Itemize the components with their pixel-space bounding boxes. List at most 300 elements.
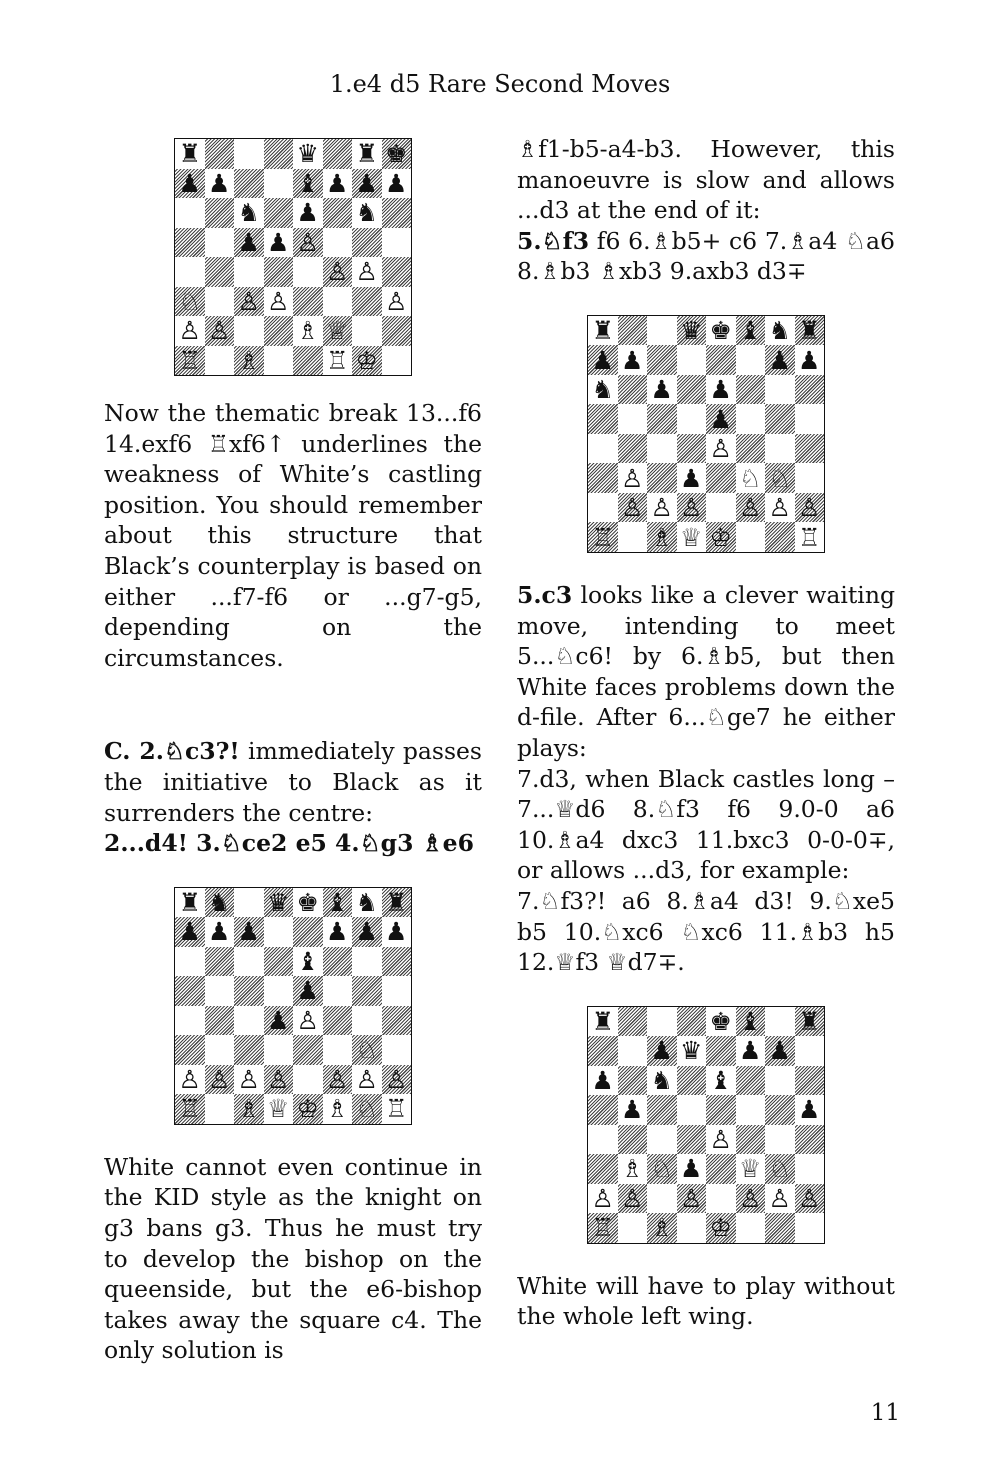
board-square	[234, 1006, 264, 1036]
board-square	[618, 1184, 648, 1214]
board-square	[264, 316, 294, 346]
white-knight-icon: ♘	[355, 1094, 378, 1124]
board-square	[765, 1066, 795, 1096]
board-square	[382, 257, 412, 287]
board-square	[795, 1095, 825, 1125]
board-square	[588, 434, 618, 464]
board-square	[677, 463, 707, 493]
board-square	[352, 287, 382, 317]
board-square	[175, 316, 205, 346]
board-square	[765, 1125, 795, 1155]
board-square	[765, 1154, 795, 1184]
board-square	[234, 976, 264, 1006]
board-square	[234, 169, 264, 199]
board-square	[264, 1035, 294, 1065]
board-square	[736, 1036, 766, 1066]
board-square	[382, 1094, 412, 1124]
board-square	[765, 1213, 795, 1243]
board-square	[618, 345, 648, 375]
board-square	[205, 1065, 235, 1095]
board-square	[706, 1007, 736, 1037]
black-pawn-icon: ♟	[385, 917, 408, 947]
board-square	[736, 316, 766, 346]
paragraph-manoeuvre: ♗f1-b5-a4-b3. However, this manoeuvre is slow and allows ...d3 at the end of it:	[517, 135, 895, 225]
board-square	[323, 947, 353, 977]
board-square	[352, 1094, 382, 1124]
board-square	[264, 947, 294, 977]
white-pawn-icon: ♙	[680, 1183, 703, 1213]
board-square	[382, 346, 412, 376]
board-square	[706, 1213, 736, 1243]
black-queen-icon: ♛	[680, 1036, 703, 1066]
white-pawn-icon: ♙	[591, 1183, 614, 1213]
white-bishop-icon: ♗	[237, 1094, 260, 1124]
white-pawn-icon: ♙	[709, 434, 732, 464]
board-square	[706, 1036, 736, 1066]
black-knight-icon: ♞	[650, 1065, 673, 1095]
board-square	[736, 493, 766, 523]
board-square	[706, 1095, 736, 1125]
black-rook-icon: ♜	[178, 139, 201, 169]
white-pawn-icon: ♙	[296, 227, 319, 257]
white-pawn-icon: ♙	[621, 463, 644, 493]
white-pawn-icon: ♙	[768, 1183, 791, 1213]
board-square	[205, 316, 235, 346]
board-square	[677, 1125, 707, 1155]
board-square	[765, 493, 795, 523]
board-square	[264, 1006, 294, 1036]
board-square	[264, 169, 294, 199]
board-square	[677, 434, 707, 464]
left-column	[104, 0, 482, 1366]
board-square	[293, 169, 323, 199]
board-square	[382, 228, 412, 258]
board-square	[795, 345, 825, 375]
board-square	[293, 1094, 323, 1124]
black-pawn-icon: ♟	[355, 168, 378, 198]
board-square	[175, 1094, 205, 1124]
board-square	[234, 1065, 264, 1095]
black-bishop-icon: ♝	[709, 1065, 732, 1095]
black-pawn-icon: ♟	[178, 168, 201, 198]
black-pawn-icon: ♟	[296, 976, 319, 1006]
black-pawn-icon: ♟	[208, 917, 231, 947]
board-square	[795, 316, 825, 346]
black-queen-icon: ♛	[680, 316, 703, 346]
board-square	[205, 139, 235, 169]
white-pawn-icon: ♙	[768, 493, 791, 523]
black-knight-icon: ♞	[355, 887, 378, 917]
board-square	[677, 1213, 707, 1243]
board-square	[795, 493, 825, 523]
board-square	[323, 1094, 353, 1124]
board-square	[264, 1094, 294, 1124]
board-square	[382, 287, 412, 317]
white-pawn-icon: ♙	[326, 257, 349, 287]
board-square	[706, 1125, 736, 1155]
board-square	[205, 287, 235, 317]
board-square	[647, 404, 677, 434]
board-square	[382, 169, 412, 199]
black-king-icon: ♚	[709, 1006, 732, 1036]
board-square	[795, 434, 825, 464]
board-square	[323, 169, 353, 199]
black-bishop-icon: ♝	[739, 316, 762, 346]
board-square	[382, 1035, 412, 1065]
diagram-4	[517, 1006, 895, 1244]
board-square	[382, 139, 412, 169]
board-square	[647, 1036, 677, 1066]
board-square	[205, 346, 235, 376]
board-square	[706, 375, 736, 405]
black-pawn-icon: ♟	[355, 917, 378, 947]
board-square	[588, 1184, 618, 1214]
board-square	[382, 976, 412, 1006]
board-square	[234, 1035, 264, 1065]
board-square	[175, 1065, 205, 1095]
board-square	[293, 947, 323, 977]
white-rook-icon: ♖	[385, 1094, 408, 1124]
board-square	[647, 1154, 677, 1184]
black-king-icon: ♚	[296, 887, 319, 917]
board-square	[736, 1184, 766, 1214]
board-square	[175, 346, 205, 376]
board-square	[352, 257, 382, 287]
board-square	[352, 139, 382, 169]
board-square	[382, 888, 412, 918]
board-square	[795, 1184, 825, 1214]
white-rook-icon: ♖	[326, 345, 349, 375]
paragraph-thematic-break: Now the thematic break 13...f6 14.exf6 ♖xf6↑ underlines the weakness of White’s castling position. You should remember about this structure that Black’s counterplay is based on either ...f7-f6 or ...g7-g5, depending on the circumstances.	[104, 399, 482, 672]
board-square	[205, 917, 235, 947]
white-pawn-icon: ♙	[798, 493, 821, 523]
board-square	[795, 404, 825, 434]
board-square	[647, 1066, 677, 1096]
board-square	[382, 1006, 412, 1036]
black-pawn-icon: ♟	[237, 227, 260, 257]
board-square	[264, 917, 294, 947]
white-pawn-icon: ♙	[680, 493, 703, 523]
board-square	[765, 463, 795, 493]
black-queen-icon: ♛	[267, 887, 290, 917]
white-pawn-icon: ♙	[296, 1005, 319, 1035]
board-square	[205, 228, 235, 258]
board-square	[618, 463, 648, 493]
black-pawn-icon: ♟	[709, 404, 732, 434]
board-square	[588, 375, 618, 405]
board-square	[293, 976, 323, 1006]
board-square	[618, 316, 648, 346]
board-square	[175, 228, 205, 258]
board-square	[175, 888, 205, 918]
black-rook-icon: ♜	[798, 316, 821, 346]
board-square	[323, 346, 353, 376]
board-square	[618, 404, 648, 434]
board-square	[234, 888, 264, 918]
white-queen-icon: ♕	[739, 1154, 762, 1184]
board-square	[264, 257, 294, 287]
board-square	[293, 888, 323, 918]
board-square	[293, 316, 323, 346]
white-rook-icon: ♖	[178, 345, 201, 375]
board-square	[293, 1065, 323, 1095]
move-comment: immediately passes the initiative to Black as it surrenders the centre:	[104, 737, 482, 827]
black-pawn-icon: ♟	[267, 227, 290, 257]
black-pawn-icon: ♟	[650, 375, 673, 405]
black-pawn-icon: ♟	[798, 1095, 821, 1125]
board-square	[352, 1065, 382, 1095]
board-square	[323, 257, 353, 287]
board-square	[234, 139, 264, 169]
black-knight-icon: ♞	[591, 375, 614, 405]
board-square	[765, 375, 795, 405]
board-square	[205, 169, 235, 199]
board-square	[677, 1036, 707, 1066]
board-square	[618, 493, 648, 523]
black-knight-icon: ♞	[237, 198, 260, 228]
board-square	[618, 1095, 648, 1125]
black-pawn-icon: ♟	[709, 375, 732, 405]
board-square	[647, 1213, 677, 1243]
board-square	[323, 917, 353, 947]
white-bishop-icon: ♗	[296, 316, 319, 346]
white-pawn-icon: ♙	[267, 1064, 290, 1094]
board-square	[588, 522, 618, 552]
board-square	[234, 228, 264, 258]
white-pawn-icon: ♙	[385, 286, 408, 316]
board-square	[795, 1154, 825, 1184]
board-square	[588, 1125, 618, 1155]
board-square	[175, 976, 205, 1006]
board-square	[264, 198, 294, 228]
diagram-2	[104, 887, 482, 1125]
board-square	[588, 1066, 618, 1096]
white-queen-icon: ♕	[267, 1094, 290, 1124]
white-pawn-icon: ♙	[267, 286, 290, 316]
right-column	[517, 0, 895, 1332]
board-square	[647, 493, 677, 523]
board-square	[323, 976, 353, 1006]
board-square	[588, 1095, 618, 1125]
black-rook-icon: ♜	[591, 316, 614, 346]
board-square	[736, 1007, 766, 1037]
black-pawn-icon: ♟	[326, 168, 349, 198]
board-square	[736, 522, 766, 552]
paragraph-left-wing: White will have to play without the whole left wing.	[517, 1271, 895, 1331]
white-queen-icon: ♕	[326, 316, 349, 346]
board-square	[175, 917, 205, 947]
board-square	[234, 346, 264, 376]
board-square	[677, 404, 707, 434]
board-square	[618, 1125, 648, 1155]
white-pawn-icon: ♙	[621, 1183, 644, 1213]
white-pawn-icon: ♙	[237, 286, 260, 316]
board-square	[293, 287, 323, 317]
board-square	[706, 1184, 736, 1214]
black-pawn-icon: ♟	[267, 1005, 290, 1035]
board-square	[647, 463, 677, 493]
board-square	[706, 404, 736, 434]
white-bishop-icon: ♗	[650, 522, 673, 552]
board-square	[677, 493, 707, 523]
board-square	[264, 1065, 294, 1095]
board-square	[677, 1184, 707, 1214]
board-square	[765, 1007, 795, 1037]
board-square	[795, 375, 825, 405]
board-square	[736, 463, 766, 493]
board-square	[234, 1094, 264, 1124]
black-pawn-icon: ♟	[178, 917, 201, 947]
black-knight-icon: ♞	[355, 198, 378, 228]
paragraph-7nf3: 7.♘f3?! a6 8.♗a4 d3! 9.♘xe5 b5 10.♘xc6 ♘xc6 11.♗b3 h5 12.♕f3 ♕d7∓.	[517, 886, 895, 977]
board-square	[382, 316, 412, 346]
white-knight-icon: ♘	[768, 1154, 791, 1184]
board-square	[352, 316, 382, 346]
board-square	[205, 1035, 235, 1065]
board-square	[736, 404, 766, 434]
board-square	[293, 198, 323, 228]
black-knight-icon: ♞	[768, 316, 791, 346]
board-square	[588, 1213, 618, 1243]
board-square	[618, 1066, 648, 1096]
white-king-icon: ♔	[355, 345, 378, 375]
board-square	[618, 522, 648, 552]
board-square	[795, 1036, 825, 1066]
board-square	[175, 1035, 205, 1065]
white-king-icon: ♔	[709, 1213, 732, 1243]
board-square	[588, 404, 618, 434]
board-square	[352, 976, 382, 1006]
black-bishop-icon: ♝	[296, 946, 319, 976]
chessboard-3	[587, 315, 825, 553]
move-comment: f6 6.♗b5+ c6 7.♗a4 ♘a6 8.♗b3 ♗xb3 9.axb3 d3∓	[517, 226, 895, 286]
board-square	[706, 1066, 736, 1096]
board-square	[588, 1154, 618, 1184]
board-square	[352, 917, 382, 947]
board-square	[736, 1095, 766, 1125]
board-square	[323, 198, 353, 228]
board-square	[352, 169, 382, 199]
black-bishop-icon: ♝	[326, 887, 349, 917]
white-pawn-icon: ♙	[709, 1124, 732, 1154]
white-knight-icon: ♘	[355, 1035, 378, 1065]
board-square	[647, 1184, 677, 1214]
board-square	[618, 1213, 648, 1243]
board-square	[736, 375, 766, 405]
white-pawn-icon: ♙	[237, 1064, 260, 1094]
board-square	[293, 228, 323, 258]
main-line-text: 2...d4! 3.♘ce2 e5 4.♘g3 ♗e6	[104, 829, 474, 858]
board-square	[706, 493, 736, 523]
board-square	[706, 434, 736, 464]
board-square	[618, 375, 648, 405]
white-pawn-icon: ♙	[208, 316, 231, 346]
black-pawn-icon: ♟	[296, 198, 319, 228]
black-queen-icon: ♛	[296, 139, 319, 169]
board-square	[205, 888, 235, 918]
board-square	[323, 1065, 353, 1095]
board-square	[293, 917, 323, 947]
board-square	[588, 493, 618, 523]
board-square	[205, 257, 235, 287]
board-square	[765, 404, 795, 434]
board-square	[205, 1006, 235, 1036]
white-knight-icon: ♘	[178, 286, 201, 316]
board-square	[795, 1125, 825, 1155]
paragraph-kid-style: White cannot even continue in the KID style as the knight on g3 bans g3. Thus he must try to develop the bishop on the queenside, but the e6-bishop takes away the square c4. The only solution is	[104, 1152, 482, 1365]
board-square	[677, 1007, 707, 1037]
black-pawn-icon: ♟	[650, 1036, 673, 1066]
board-square	[795, 463, 825, 493]
black-bishop-icon: ♝	[739, 1006, 762, 1036]
white-bishop-icon: ♗	[326, 1094, 349, 1124]
board-square	[677, 375, 707, 405]
chessboard-2	[174, 887, 412, 1125]
white-pawn-icon: ♙	[739, 1183, 762, 1213]
black-pawn-icon: ♟	[591, 345, 614, 375]
chessboard-1	[174, 138, 412, 376]
board-square	[352, 346, 382, 376]
black-pawn-icon: ♟	[798, 345, 821, 375]
white-pawn-icon: ♙	[178, 316, 201, 346]
running-header: 1.e4 d5 Rare Second Moves	[329, 70, 671, 98]
board-square	[647, 1007, 677, 1037]
diagram-3	[517, 315, 895, 553]
board-square	[175, 169, 205, 199]
board-square	[323, 316, 353, 346]
board-square	[706, 345, 736, 375]
board-square	[706, 463, 736, 493]
board-square	[647, 522, 677, 552]
board-square	[175, 287, 205, 317]
board-square	[323, 139, 353, 169]
paragraph-7d3: 7.d3, when Black castles long – 7...♕d6 8.♘f3 f6 9.0-0 a6 10.♗a4 dxc3 11.bxc3 0-0-0∓, or allows ...d3, for example:	[517, 764, 895, 885]
black-king-icon: ♚	[709, 316, 732, 346]
board-square	[647, 1125, 677, 1155]
board-square	[175, 1006, 205, 1036]
board-square	[618, 1154, 648, 1184]
white-queen-icon: ♕	[680, 522, 703, 552]
black-knight-icon: ♞	[208, 887, 231, 917]
board-square	[618, 1036, 648, 1066]
white-bishop-icon: ♗	[621, 1154, 644, 1184]
board-square	[382, 1065, 412, 1095]
board-square	[323, 228, 353, 258]
board-square	[618, 1007, 648, 1037]
board-square	[323, 888, 353, 918]
white-king-icon: ♔	[296, 1094, 319, 1124]
white-pawn-icon: ♙	[385, 1064, 408, 1094]
black-pawn-icon: ♟	[208, 168, 231, 198]
white-pawn-icon: ♙	[355, 257, 378, 287]
board-square	[323, 1006, 353, 1036]
board-square	[588, 345, 618, 375]
board-square	[765, 1095, 795, 1125]
move-label: 5.c3	[517, 580, 573, 609]
move-label: C. 2.♘c3?!	[104, 737, 240, 766]
board-square	[677, 345, 707, 375]
board-square	[264, 346, 294, 376]
board-square	[647, 375, 677, 405]
board-square	[736, 1066, 766, 1096]
board-square	[382, 198, 412, 228]
white-pawn-icon: ♙	[178, 1064, 201, 1094]
board-square	[175, 947, 205, 977]
paragraph-section-c	[104, 736, 482, 828]
black-pawn-icon: ♟	[237, 917, 260, 947]
board-square	[352, 198, 382, 228]
white-king-icon: ♔	[709, 522, 732, 552]
